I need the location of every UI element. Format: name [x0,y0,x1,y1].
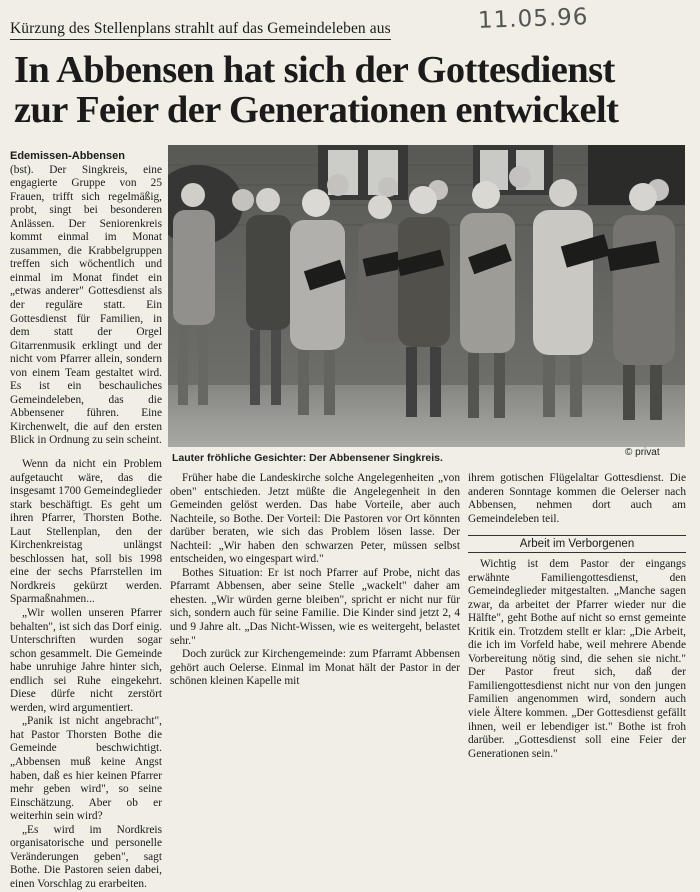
column-3 [468,472,686,526]
paragraph: Wichtig ist dem Pastor der eingangs erwähnte Familiengottesdienst, den Gemeindeglieder mitgestalten. „Manche sagen zwar, da arbeitet der Pfarrer wieder nur die Hälfte", geht Bothe auf nicht so ernst gemeinte Kritik ein. Trotzdem stellt er klar: „Die Arbeit, die ich im Vorfeld habe, weil mehrere Abende Vorbereitung nötig sind, die sehen sie nicht." Der Pastor freut sich, daß der Familiengottesdienst nicht nur von den jungen Familien angenommen wird, sondern auch viele Ältere kommen. „Der Gottesdienst gefällt ihnen, weil er lebendiger ist." Bothe ist froh darüber. „Gottesdienst soll eine Feier der Generationen sein." [468,558,686,760]
paragraph: Wenn da nicht ein Problem aufgetaucht wäre, das die insgesamt 1700 Gemeindeglieder stark beschäftigt. Es geht um ihren Pfarrer, Thorsten Bothe. Laut Stellenplan, den der Kirchenkreistag unlängst beschlossen hat, soll bis 1998 eine der sechs Pfarrstellen im Nordkreis gekürzt werden. Sparmaßnahmen... [10,458,162,606]
paragraph: „Panik ist nicht angebracht", hat Pastor Thorsten Bothe die Gemeinde beschwichtigt. „Abbensen muß keine Angst haben, daß es hier keinen Pfarrer mehr geben wird", so seine Einschätzung. Aber ob er weiterhin sein wird? [10,715,162,823]
subheading: Arbeit im Verborgenen [468,535,686,553]
headline-line-1: In Abbensen hat sich der Gottesdienst [14,49,615,91]
group-photo [168,145,685,447]
photo-illustration [168,145,685,447]
paragraph: „Wir wollen unseren Pfarrer behalten", ist sich das Dorf einig. Unterschriften wurden sogar schon gesammelt. Die Gemeinde habe unruhige Jahre hinter sich, endlich sei Ruhe eingekehrt. Diese dürfe nicht zerstört werden, wird argumentiert. [10,607,162,714]
paragraph: „Es wird im Nordkreis organisatorische und personelle Veränderungen geben", sagt Bothe. Die Pastoren seien dabei, einen Vorschlag zu erarbeiten. [10,823,162,890]
dateline: Edemissen-Abbensen [10,150,125,162]
paragraph: (bst). Der Singkreis, eine engagierte Gruppe von 25 Frauen, trifft sich regelmäßig, probt, singt bei besonderen Anlässen. Der Seniorenkreis kommt einmal im Monat zusammen, die Krabbelgruppen treffen sich wöchentlich und einmal im Monat findet ein „etwas anderer" Gottesdienst als der reguläre statt. Ein Gottesdienst für Familien, in dem statt der Orgel Gitarrenmusik erklingt und der nicht vom Pfarrer allein, sondern von einem Team gestaltet wird. Es ist ein beschauliches Gemeindeleben, das die Abbensener führen. Eine Kirchenwelt, die auf den ersten Blick in Ordnung zu sein scheint. [10,163,162,447]
paragraph: ihrem gotischen Flügelaltar Gottesdienst. Die anderen Sonntage kommen die Oelerser nach Abbensen, nehmen dort auch am Gemeindeleben teil. [468,472,686,525]
paragraph: Bothes Situation: Er ist noch Pfarrer auf Probe, nicht das Pfarramt Abbensen, aber seine Stelle „wackelt" daher am ehesten. „Wir würden gerne bleiben", spricht er nicht nur für sich, sondern auch für seine Familie. Die Kinder sind jetzt 2, 4 und 9 Jahre alt. „Das Nicht-Wissen, wie es weitergeht, belastet sehr." [170,566,460,647]
paragraph: Früher habe die Landeskirche solche Angelegenheiten „von oben" entschieden. Jetzt müßte die Angelegenheit in den Gemeinden gelöst werden. Das habe Vorteile, aber auch Nachteile, so Bothe. Der Vorteil: Die Pastoren vor Ort könnten darüber beraten, wie sich das Problem lösen lasse. Der Nachteil: „Wir haben den schwarzen Peter, müssen selbst entscheiden, wo eingespart wird." [170,472,460,566]
photo-credit: © privat [625,447,660,458]
column-1 [10,150,162,448]
photo-caption: Lauter fröhliche Gesichter: Der Abbensener Singkreis. [172,452,443,464]
paragraph: Doch zurück zur Kirchengemeinde: zum Pfarramt Abbensen gehört auch Oelerse. Einmal im Monat hält der Pastor in der schönen kleinen Kapelle mit [170,648,460,688]
handwritten-date: 11.05.96 [477,4,589,34]
headline-line-2: zur Feier der Generationen entwickelt [14,89,619,131]
kicker: Kürzung des Stellenplans strahlt auf das Gemeindeleben aus [10,20,391,40]
column-2 [170,472,460,689]
column-1-continued [10,458,162,892]
column-3-continued [468,558,686,761]
headline [14,50,694,130]
